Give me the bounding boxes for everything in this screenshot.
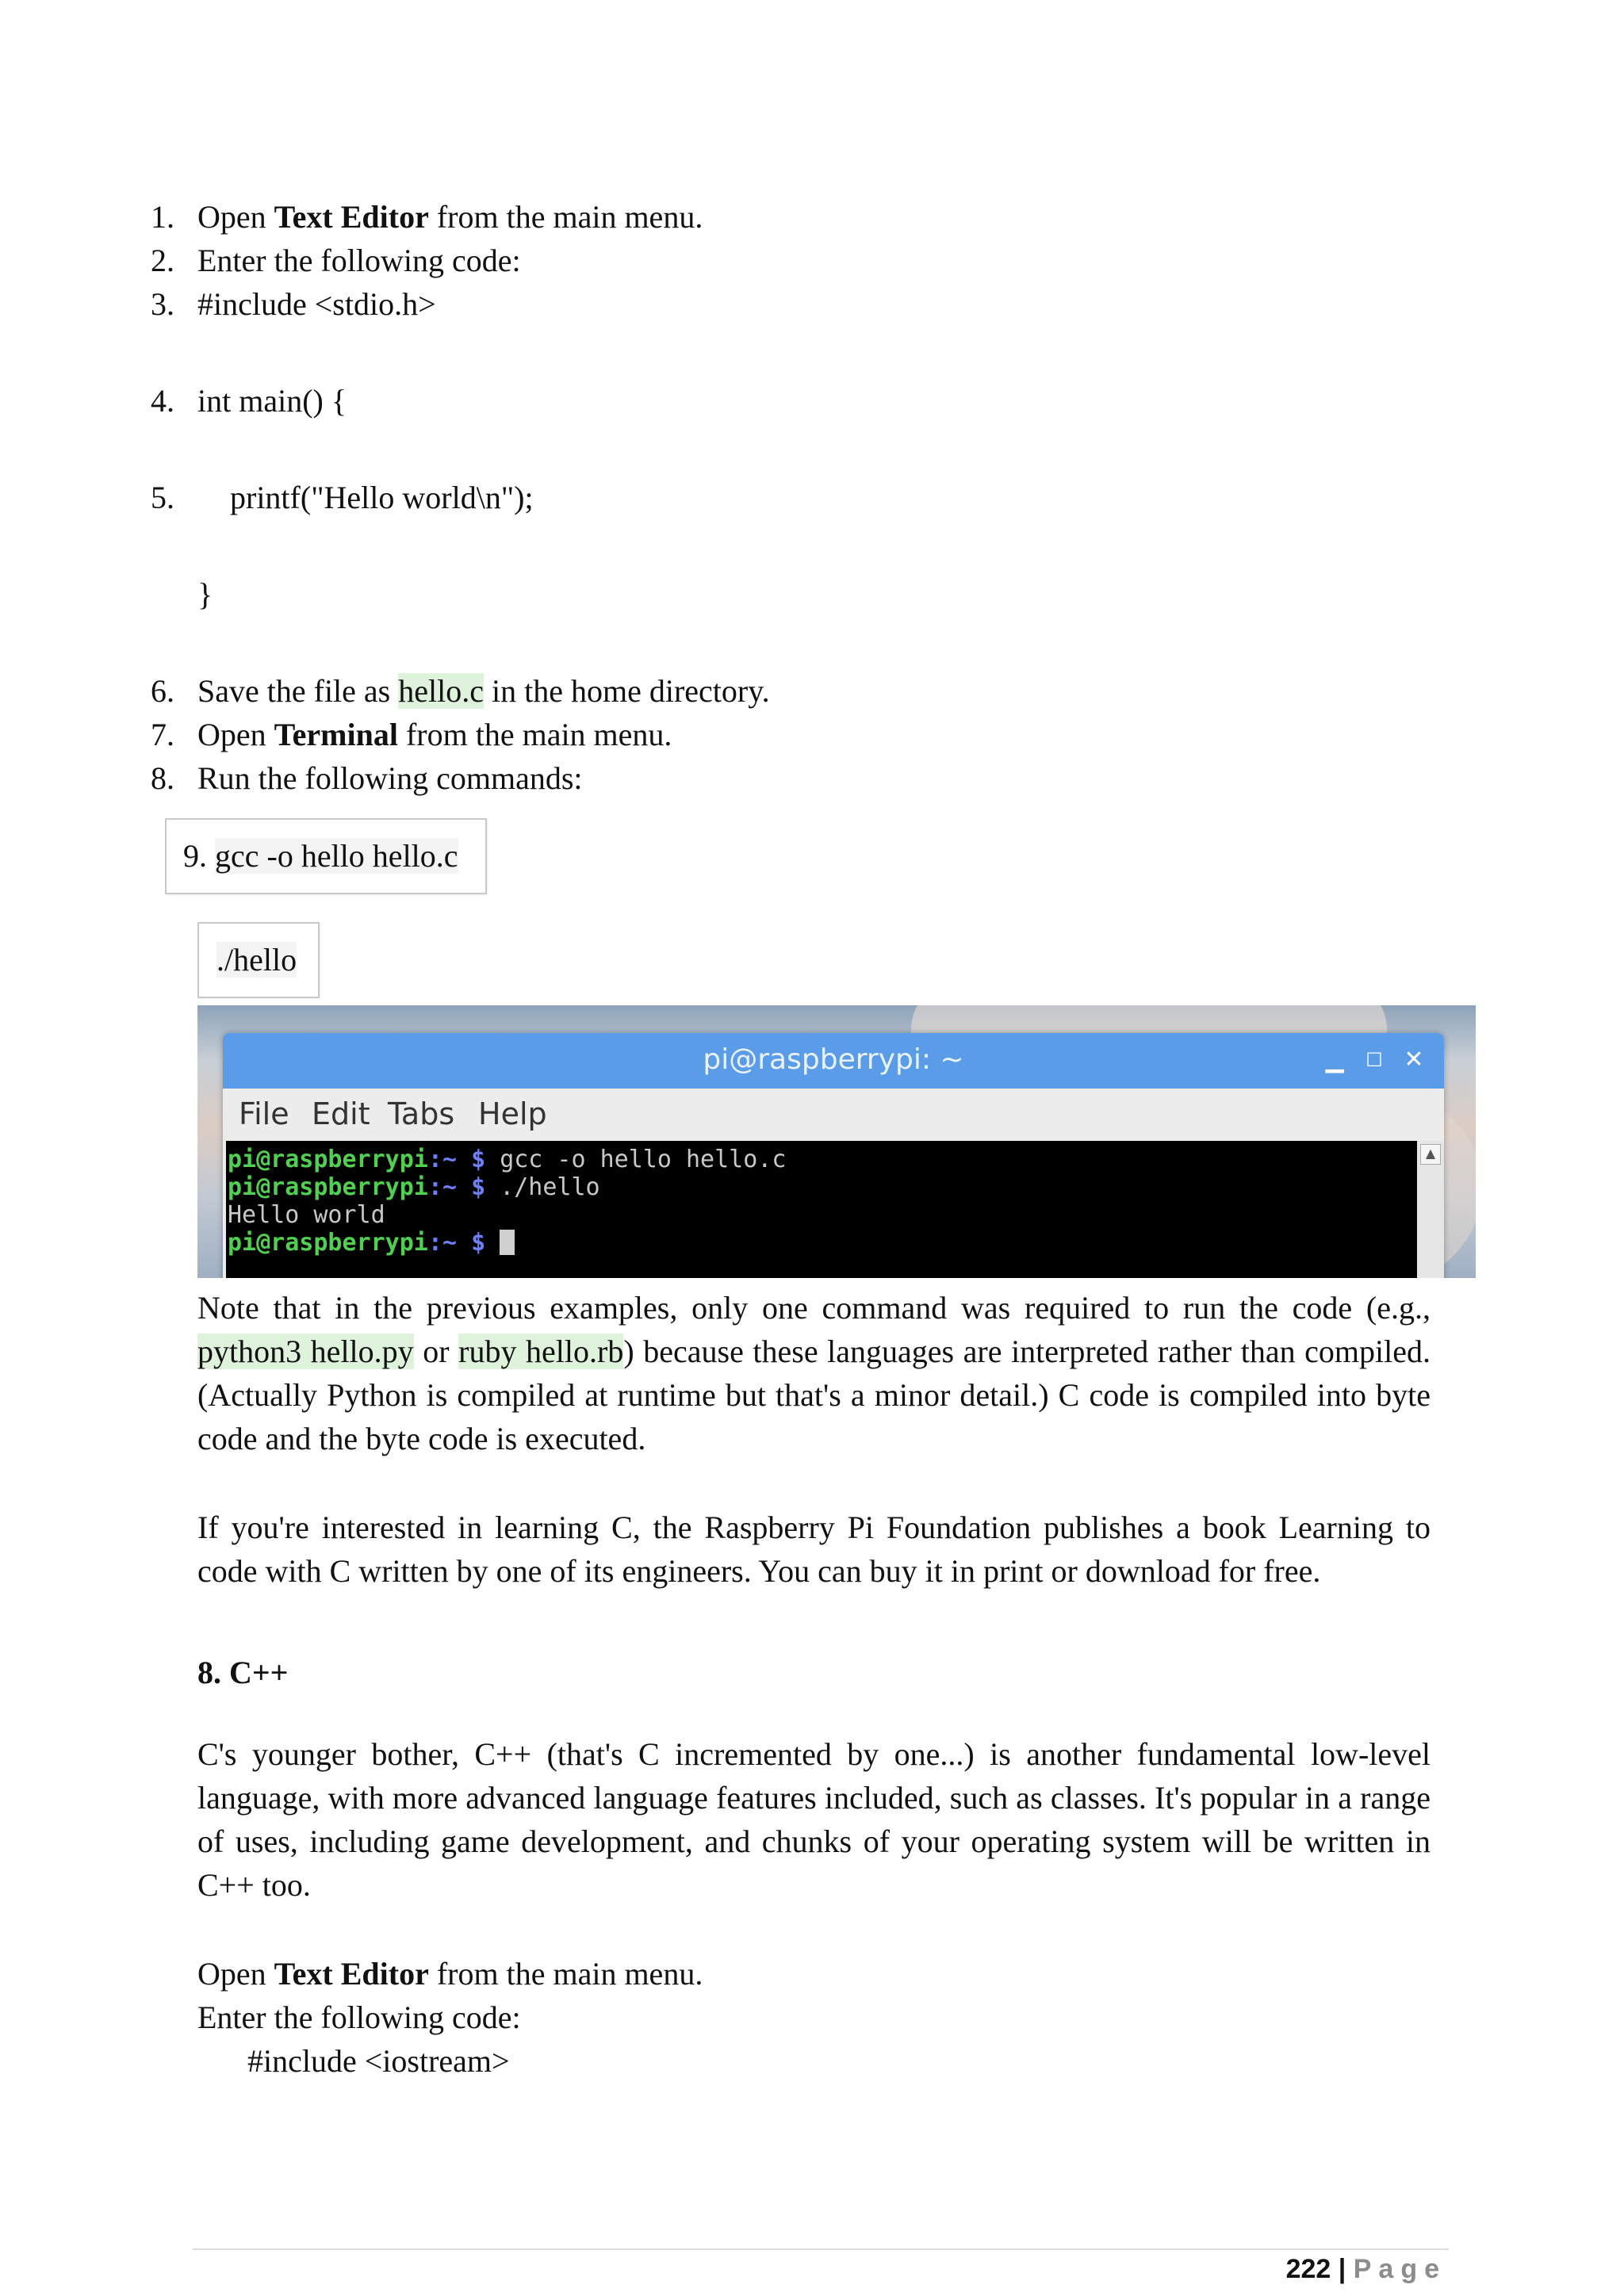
list-number: 9. (183, 838, 207, 874)
closing-brace: } (197, 576, 213, 612)
terminal-screenshot (197, 1005, 1476, 1278)
command-text: ./hello (500, 1173, 600, 1201)
maximize-icon[interactable]: ☐ (1365, 1049, 1383, 1071)
list-number: 5. (151, 480, 174, 515)
text: from the main menu. (428, 1956, 703, 1992)
list-number: 4. (151, 383, 174, 419)
list-text: int main() { (197, 383, 347, 419)
text: in the home directory. (483, 673, 770, 709)
highlighted-code: ruby hello.rb (458, 1334, 624, 1369)
list-text: #include <stdio.h> (197, 286, 436, 322)
page-number-value: 222 (1285, 2254, 1331, 2284)
prompt-dollar: $ (471, 1173, 486, 1201)
tail-line-2: Enter the following code: (197, 1999, 521, 2035)
prompt-path: ~ (442, 1173, 457, 1201)
command-text: ./hello (216, 942, 297, 978)
page-number (1286, 2252, 1446, 2286)
highlighted-filename: hello.c (398, 673, 484, 709)
list-text (197, 195, 703, 239)
list-number: 3. (151, 286, 174, 322)
terminal-output[interactable] (226, 1141, 1422, 1278)
page-separator: | (1338, 2254, 1346, 2284)
prompt-user: pi@raspberrypi (228, 1146, 428, 1173)
bold-text: Text Editor (274, 1956, 429, 1992)
scroll-up-icon[interactable]: ▲ (1420, 1144, 1441, 1165)
list-number: 6. (151, 673, 174, 709)
tail-line-1 (197, 1952, 703, 1996)
prompt-sep: : (427, 1146, 442, 1173)
menu-file[interactable]: File (239, 1096, 289, 1131)
text: Save the file as (197, 673, 399, 709)
text: from the main menu. (397, 717, 672, 752)
tail-line-3: #include <iostream> (247, 2043, 510, 2079)
prompt-sep: : (427, 1229, 442, 1257)
bold-text: Text Editor (274, 199, 429, 235)
minimize-icon[interactable]: ▁ (1325, 1046, 1344, 1073)
paragraph-interpreted (197, 1286, 1431, 1460)
prompt-path: ~ (442, 1229, 457, 1257)
prompt-path: ~ (442, 1146, 457, 1173)
terminal-line (228, 1146, 1422, 1173)
text: Note that in the previous examples, only one command was required to run the code (e.g., (197, 1290, 1431, 1326)
page-label: Page (1353, 2254, 1446, 2284)
output-text: Hello world (228, 1201, 385, 1229)
text: Open (197, 199, 274, 235)
footer-divider (193, 2248, 1449, 2250)
close-icon[interactable]: ✕ (1404, 1046, 1424, 1073)
list-number: 7. (151, 717, 174, 752)
command-box-1 (165, 818, 487, 894)
menu-tabs[interactable]: Tabs (388, 1096, 455, 1131)
cursor (500, 1230, 515, 1255)
prompt-dollar: $ (471, 1146, 486, 1173)
terminal-titlebar (223, 1033, 1444, 1089)
terminal-menubar (223, 1089, 1444, 1141)
terminal-line (228, 1229, 1422, 1257)
prompt-user: pi@raspberrypi (228, 1229, 428, 1257)
menu-edit[interactable]: Edit (312, 1096, 370, 1131)
paragraph-learning-c: If you're interested in learning C, the Raspberry Pi Foundation publishes a book Learning to code with C written by one of its engineers. You can buy it in print or download for free. (197, 1510, 1431, 1589)
command-line (183, 834, 458, 878)
list-number: 2. (151, 243, 174, 278)
prompt-dollar: $ (471, 1229, 486, 1257)
list-number: 8. (151, 760, 174, 796)
list-number: 1. (151, 199, 174, 235)
list-text: Run the following commands: (197, 760, 583, 796)
bold-text: Terminal (274, 717, 398, 752)
list-text: Enter the following code: (197, 243, 521, 278)
list-text (197, 713, 672, 757)
paragraph-cpp: C's younger bother, C++ (that's C incremented by one...) is another fundamental low-level language, with more advanced language features included, such as classes. It's popular in a range of uses, including game development, and chunks of your operating system will be written in C++ too. (197, 1736, 1431, 1903)
terminal-line (228, 1173, 1422, 1201)
text: ) because these languages are interpreted rather than compiled. (Actually Python is compiled at runtime but that's a minor detail.) C code is compiled into byte code and the byte code is executed. (197, 1334, 1431, 1456)
highlighted-code: python3 hello.py (197, 1334, 414, 1369)
list-text (197, 669, 770, 714)
prompt-sep: : (427, 1173, 442, 1201)
section-heading: 8. C++ (197, 1655, 289, 1690)
terminal-window (223, 1033, 1444, 1278)
command-box-2 (197, 922, 320, 998)
window-title: pi@raspberrypi: ~ (703, 1043, 964, 1076)
list-text: printf("Hello world\n"); (230, 480, 534, 515)
command-text: gcc -o hello hello.c (215, 838, 458, 874)
command-line (216, 938, 297, 982)
text: from the main menu. (428, 199, 703, 235)
command-text: gcc -o hello hello.c (500, 1146, 787, 1173)
text: Open (197, 1956, 274, 1992)
text: Open (197, 717, 274, 752)
scrollbar[interactable] (1417, 1141, 1444, 1278)
text: or (413, 1334, 459, 1369)
prompt-user: pi@raspberrypi (228, 1173, 428, 1201)
menu-help[interactable]: Help (478, 1096, 547, 1131)
